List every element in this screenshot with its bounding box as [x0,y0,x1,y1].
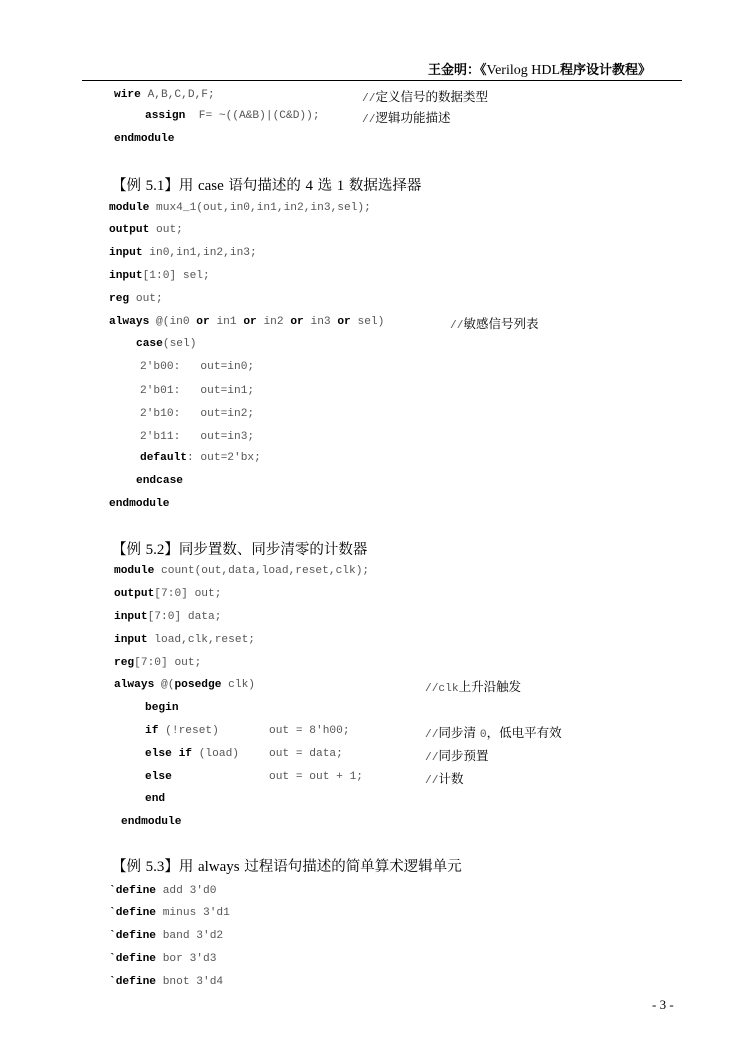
code-line: 2'b01: out=in1; [140,385,255,397]
code-line: 2'b00: out=in0; [140,361,255,373]
code-comment: //逻辑功能描述 [362,110,451,126]
code-line: out = out + 1; [269,771,363,783]
code-line: case(sel) [136,338,197,350]
header-book-latin: Verilog HDL [486,63,561,78]
code-line: default: out=2'bx; [140,452,261,464]
example-5-2-heading: 【例 5.2】同步置数、同步清零的计数器 [112,542,368,558]
code-comment: //定义信号的数据类型 [362,89,488,105]
code-line: if (!reset) [145,725,219,737]
code-line: else [145,771,172,783]
code-line: endmodule [114,133,175,145]
code-comment: //clk上升沿触发 [425,679,522,695]
code-line: `define add 3'd0 [109,885,217,897]
code-line: endcase [136,475,183,487]
code-line: always @(posedge clk) [114,679,256,691]
code-comment: //同步预置 [425,748,489,764]
code-line: out = 8'h00; [269,725,350,737]
code-line: end [145,793,166,805]
code-line: module count(out,data,load,reset,clk); [114,565,370,577]
code-line: reg out; [109,293,163,305]
code-line: output[7:0] out; [114,588,222,600]
code-line: 2'b10: out=in2; [140,408,255,420]
code-line: wire A,B,C,D,F; [114,89,215,101]
code-line: assign F= ~((A&B)|(C&D)); [145,110,320,122]
code-line: begin [145,702,179,714]
code-line: endmodule [121,816,182,828]
code-comment: //同步清 0，低电平有效 [425,725,562,741]
page-number: - 3 - [652,997,674,1012]
page-header [428,59,651,79]
header-close-quote: 》 [638,63,652,78]
header-book-cn: 程序设计教程 [560,63,639,78]
code-line: endmodule [109,498,170,510]
code-line: module mux4_1(out,in0,in1,in2,in3,sel); [109,202,371,214]
code-line: reg[7:0] out; [114,657,202,669]
code-comment: //计数 [425,771,464,787]
header-open-quote: 《 [480,63,487,78]
code-line: input[1:0] sel; [109,270,210,282]
example-5-1-heading: 【例 5.1】用 case 语句描述的 4 选 1 数据选择器 [112,178,422,194]
code-line: `define bnot 3'd4 [109,976,224,988]
code-line: always @(in0 or in1 or in2 or in3 or sel) [109,316,385,328]
code-line: `define band 3'd2 [109,930,224,942]
code-line: input load,clk,reset; [114,634,255,646]
code-line: `define minus 3'd1 [109,907,230,919]
header-author: 王金明： [428,63,481,78]
code-line: else if (load) [145,748,239,760]
code-line: input in0,in1,in2,in3; [109,247,257,259]
code-line: out = data; [269,748,343,760]
header-rule [82,80,682,81]
code-line: 2'b11: out=in3; [140,431,255,443]
code-comment: //敏感信号列表 [450,316,539,332]
example-5-3-heading: 【例 5.3】用 always 过程语句描述的简单算术逻辑单元 [112,859,462,875]
code-line: input[7:0] data; [114,611,222,623]
code-line: `define bor 3'd3 [109,953,217,965]
code-line: output out; [109,224,183,236]
